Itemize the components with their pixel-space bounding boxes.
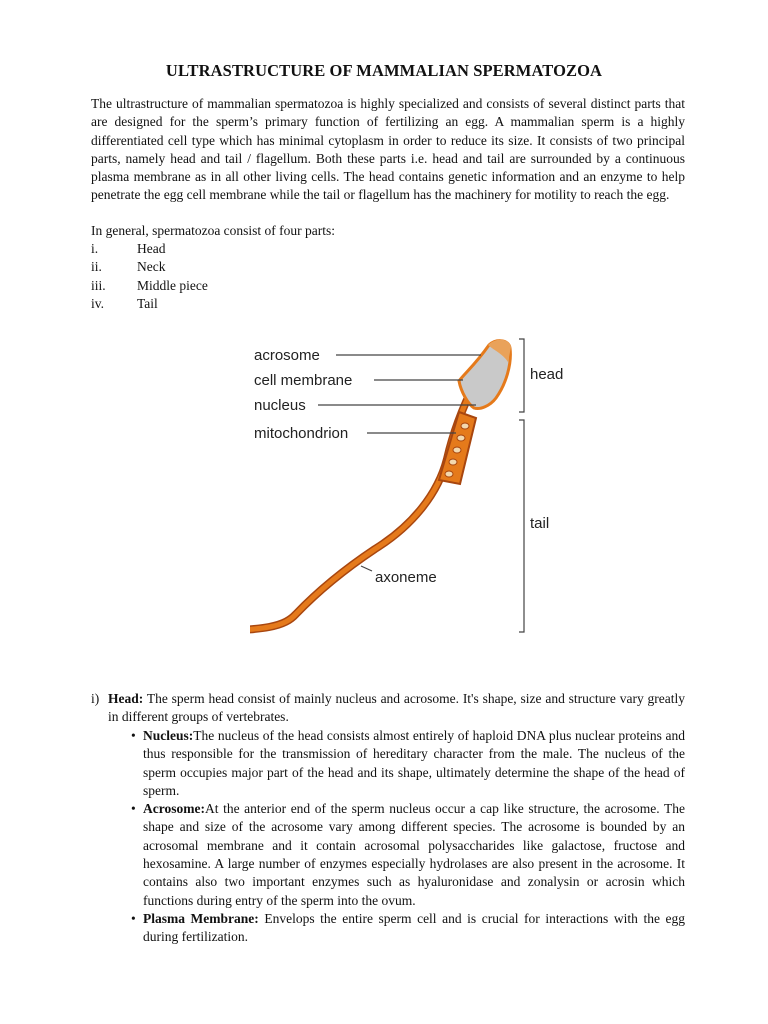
- nucleus-label: nucleus: [254, 397, 306, 414]
- head-paragraph: [108, 690, 685, 727]
- bullet-icon: •: [131, 910, 136, 926]
- head-section: [91, 690, 685, 945]
- list-number: i.: [91, 241, 99, 256]
- list-label: Neck: [137, 259, 166, 275]
- bullet-term: Nucleus:: [143, 728, 194, 743]
- list-number: iii.: [91, 277, 106, 293]
- head-heading: Head:: [108, 691, 144, 706]
- sperm-diagram: [250, 334, 570, 634]
- cell-membrane-label: cell membrane: [254, 372, 353, 389]
- head-bracket-label: head: [530, 366, 564, 383]
- bullet-text: At the anterior end of the sperm nucleus occur a cap like structure, the acrosome. The shape and size of the acrosome vary among different species. The acrosome is bounded by an acrosomal membrane and it contain acrosomal polysaccharides like galactose, fructose and hexosamine. A large number of enzymes especially hydrolases are also present in the acrosome. It contains also two important enzymes such as hyaluronidase and zonalysin or acrosin which functions during entry of the sperm into the ovum.: [143, 801, 685, 908]
- axoneme-label: axoneme: [375, 569, 437, 586]
- list-number: ii.: [91, 259, 102, 275]
- bullet-text: The nucleus of the head consists almost entirely of haploid DNA plus nuclear proteins and thus responsible for the transmission of hereditary character from the male. The nucleus of the sperm occupies major part of the head and its shape, ultimately determine the shape of the head of sperm.: [143, 728, 685, 798]
- list-item: [131, 910, 685, 947]
- tail-bracket: [519, 420, 524, 632]
- tail-bracket-label: tail: [530, 515, 550, 532]
- list-number: iv.: [91, 295, 104, 311]
- bullet-icon: •: [131, 728, 136, 743]
- list-label: Middle piece: [137, 277, 208, 293]
- bullet-icon: •: [131, 801, 136, 817]
- parts-intro: In general, spermatozoa consist of four parts:: [91, 223, 336, 238]
- list-label: Tail: [137, 295, 158, 311]
- acrosome-label: acrosome: [254, 347, 320, 364]
- bullet-term: Acrosome:: [143, 801, 205, 817]
- bullet-term: Plasma Membrane:: [143, 910, 259, 926]
- axoneme-pointer: [361, 566, 372, 571]
- intro-paragraph: The ultrastructure of mammalian spermatozoa is highly specialized and consists of several distinct parts that are designed for the sperm’s primary function of fertilizing an egg. A mammalian sperm is a highly differentiated cell type which has minimal cytoplasm in order to reduce its size. It consists of two principal parts, namely head and tail / flagellum. Both these parts i.e. head and tail are surrounded by a continuous plasma membrane as in all other living cells. The head contains genetic information and an enzyme to help penetrate the egg cell membrane while the tail or flagellum has the machinery for motility to reach the egg.: [91, 96, 685, 203]
- list-label: Head: [137, 241, 166, 256]
- list-item: [131, 800, 685, 910]
- bullet-text: Envelops the entire sperm cell and is crucial for interactions with the egg during fertilization.: [143, 910, 685, 945]
- page-title: ULTRASTRUCTURE OF MAMMALIAN SPERMATOZOA: [165, 61, 603, 80]
- section-marker: i): [91, 691, 100, 706]
- mitochondrion-label: mitochondrion: [254, 425, 349, 442]
- head-bullets: [131, 727, 685, 947]
- head-bracket: [519, 339, 524, 412]
- list-item: [131, 727, 685, 800]
- head-text: The sperm head consist of mainly nucleus and acrosome. It's shape, size and structure vary greatly in different groups of vertebrates.: [108, 691, 685, 725]
